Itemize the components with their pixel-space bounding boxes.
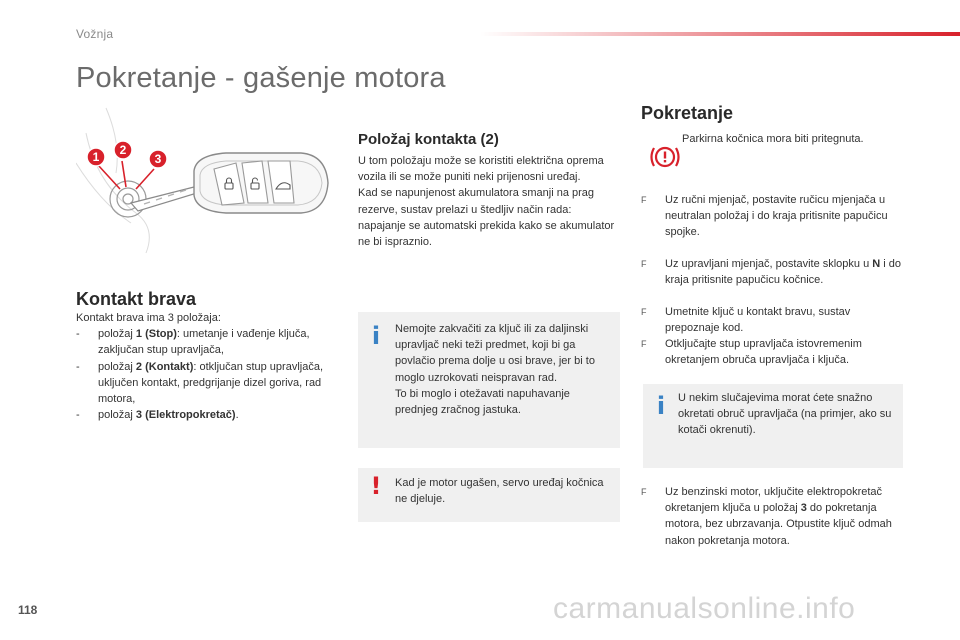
step-manual-gearbox: F Uz ručni mjenjač, postavite ručicu mjenjača u neutralan položaj i do kraja pritisnite papučicu spojke. xyxy=(641,194,888,239)
kontakt-brava-heading: Kontakt brava xyxy=(76,289,197,309)
header-accent-bar xyxy=(480,32,960,36)
step-automated-gearbox: F Uz upravljani mjenjač, postavite sklopku u N i do kraja pritisnite papučicu kočnice. xyxy=(641,258,902,287)
step-unlock-column: F Otključajte stup upravljača istovremenim okretanjem obruča upravljača i ključa. xyxy=(641,338,862,367)
info-note-key xyxy=(358,312,620,448)
ignition-switch xyxy=(110,181,146,217)
marker-2-label: 2 xyxy=(119,143,127,157)
polozaj-kontakta-heading: Položaj kontakta (2) xyxy=(358,131,499,148)
marker-1 xyxy=(87,148,105,166)
info-note-wheel-text: U nekim slučajevima morat ćete snažno okretati obruč upravljača (na primjer, ako su kotači okrenuti). xyxy=(678,392,892,437)
section-label: Vožnja xyxy=(76,27,114,41)
polozaj-kontakta-p1: U tom položaju može se koristiti električna oprema vozila ili se može puniti neki prijenosni uređaj. xyxy=(358,155,604,184)
parking-brake-text: Parkirna kočnica mora biti pritegnuta. xyxy=(682,133,864,145)
list-item: - položaj 2 (Kontakt): otključan stup upravljača, uključen kontakt, predgrijanje dizel goriva, rad motora, xyxy=(76,359,338,408)
marker-2 xyxy=(114,141,132,159)
key-fob xyxy=(194,153,328,213)
page-title: Pokretanje - gašenje motora xyxy=(76,62,446,94)
watermark: carmanualsonline.info xyxy=(553,592,856,625)
kontakt-brava-intro: Kontakt brava ima 3 položaja: xyxy=(76,312,221,324)
bullet-icon: F xyxy=(641,259,647,269)
key-blade xyxy=(131,187,197,211)
pokretanje-heading: Pokretanje xyxy=(641,103,734,123)
kontakt-brava-body xyxy=(76,310,338,423)
marker-1-label: 1 xyxy=(92,150,100,164)
polozaj-kontakta-body xyxy=(358,153,618,250)
step-petrol-engine: F Uz benzinski motor, uključite elektropokretač okretanjem ključa u položaj 3 do pokretanja motora, bez ubrzavanja. Otpustite ključ odmah nakon pokretanja motora. xyxy=(641,486,892,547)
info-icon: i xyxy=(371,322,381,350)
list-item: - položaj 3 (Elektropokretač). xyxy=(76,407,338,423)
bullet-icon: F xyxy=(641,487,647,497)
position-markers xyxy=(87,141,167,168)
bullet-icon: F xyxy=(641,339,647,349)
marker-3 xyxy=(149,150,167,168)
bullet-icon: F xyxy=(641,307,647,317)
polozaj-kontakta-p2: Kad se napunjenost akumulatora smanji na prag rezerve, sustav prelazi u štedljiv način rada: napajanje se automatski prekida kako se akumulator ne bi ispraznio. xyxy=(358,187,615,249)
warning-note-servo xyxy=(358,468,620,522)
position-arrows xyxy=(98,161,154,189)
info-note-wheel xyxy=(643,384,903,468)
page-number: 118 xyxy=(18,603,38,617)
kontakt-brava-list xyxy=(76,326,338,423)
step-insert-key: F Umetnite ključ u kontakt bravu, sustav prepoznaje kod. xyxy=(641,306,851,335)
ignition-key-illustration xyxy=(76,103,336,268)
marker-3-label: 3 xyxy=(154,152,162,166)
parking-brake-warning-icon xyxy=(648,143,682,171)
info-note-key-text: Nemojte zakvačiti za ključ ili za daljinski upravljač neki teži predmet, koji bi ga povlačio prema dolje u osi brave, jer bi to moglo uzrokovati neispravan rad. To bi moglo i otežavati napuhavanje prednjeg zračnog jastuka. xyxy=(395,323,595,417)
list-item: - položaj 1 (Stop): umetanje i vađenje ključa, zaključan stup upravljača, xyxy=(76,326,338,358)
info-icon: i xyxy=(656,392,666,420)
warning-note-servo-text: Kad je motor ugašen, servo uređaj kočnica ne djeluje. xyxy=(395,477,604,506)
bullet-icon: F xyxy=(641,195,647,205)
warning-icon: ! xyxy=(370,472,382,500)
